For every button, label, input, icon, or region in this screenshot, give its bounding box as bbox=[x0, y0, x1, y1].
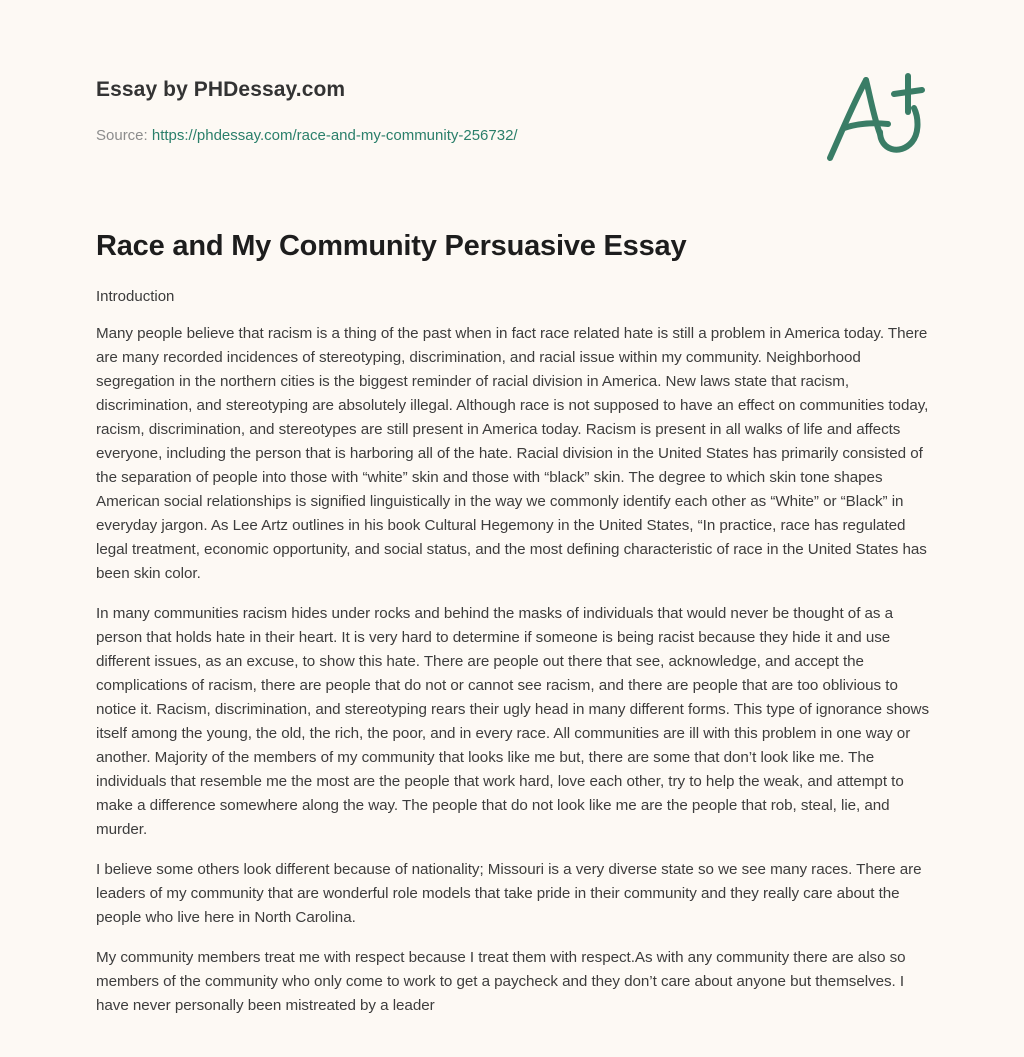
essay-content bbox=[96, 226, 938, 1018]
section-heading-introduction: Introduction bbox=[96, 288, 175, 305]
essay-paragraph-2: In many communities racism hides under rocks and behind the masks of individuals that would never be thought of as a person that holds hate in their heart. It is very hard to determine if someone is being racist because they hide it and use different issues, as an excuse, to show this hate. There are people out there that see, acknowledge, and accept the complications of racism, there are people that do not or cannot see racism, and there are people that are too oblivious to notice it. Racism, discrimination, and stereotyping rears their ugly head in many different forms. This type of ignorance shows itself among the young, the old, the rich, the poor, and in every race. All communities are ill with this problem in one way or another. Majority of the members of my community that looks like me but, there are some that don’t look like me. The individuals that resemble me the most are the people that work hard, love each other, try to help the weak, and attempt to make a difference somewhere along the way. The people that do not look like me are the people that rob, steal, lie, and murder. bbox=[96, 605, 930, 838]
page-header bbox=[96, 76, 796, 146]
source-line bbox=[96, 126, 796, 146]
essay-paragraph-1: Many people believe that racism is a thing of the past when in fact race related hate is still a problem in America today. There are many recorded incidences of stereotyping, discrimination, and racial issue within my community. Neighborhood segregation in the northern cities is the biggest reminder of racial division in America. New laws state that racism, discrimination, and stereotyping are absolutely illegal. Although race is not supposed to have an effect on communities today, racism, discrimination, and stereotypes are still present in America today. Racism is present in all walks of life and affects everyone, including the person that is harboring all of the hate. Racial division in the United States has primarily consisted of the separation of people into those with “white” skin and those with “black” skin. The degree to which skin tone shapes American social relationships is signified linguistically in the way we commonly identify each other as “White” or “Black” in everyday jargon. As Lee Artz outlines in his book Cultural Hegemony in the United States, “In practice, race has regulated legal treatment, economic opportunity, and social status, and the most defining characteristic of race in the United States has been skin color. bbox=[96, 325, 929, 582]
essay-paragraph-4: My community members treat me with respect because I treat them with respect.As with any community there are also so members of the community who only come to work to get a paycheck and they don’t care about anyone but themselves. I have never personally been mistreated by a leader bbox=[96, 949, 906, 1014]
site-title: Essay by PHDessay.com bbox=[96, 78, 346, 101]
source-link[interactable]: https://phdessay.com/race-and-my-community-256732/ bbox=[151, 127, 518, 144]
a-plus-grade-icon bbox=[822, 66, 932, 166]
essay-paragraph-3: I believe some others look different because of nationality; Missouri is a very diverse state so we see many races. There are leaders of my community that are wonderful role models that take pride in their community and they really care about the people who live here in North Carolina. bbox=[96, 861, 922, 926]
source-label: Source: bbox=[96, 127, 152, 144]
essay-title: Race and My Community Persuasive Essay bbox=[96, 230, 687, 262]
